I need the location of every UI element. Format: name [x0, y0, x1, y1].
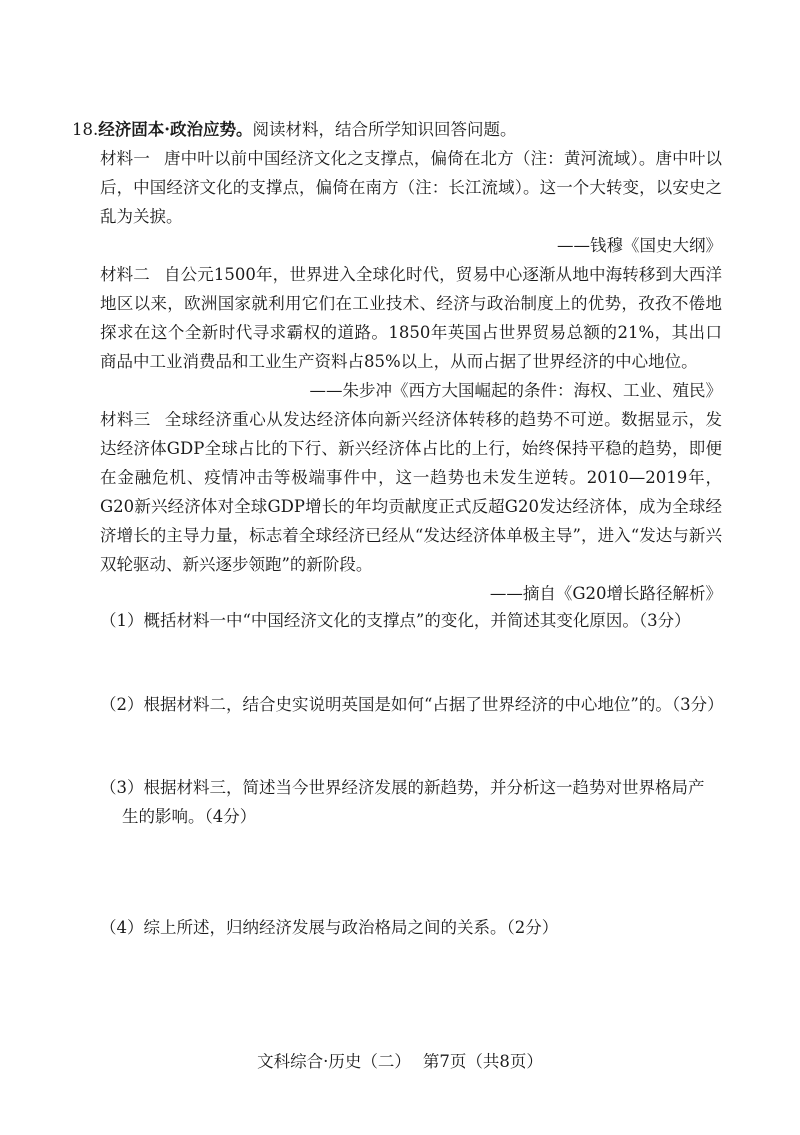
material-text: 全球经济重心从发达经济体向新兴经济体转移的趋势不可逆。数据显示，发达经济体GDP全球占比的下行、新兴经济体占比的上行，始终保持平稳的趋势，即便在金融危机、疫情冲击等极端事件中，这一趋势也未发生逆转。2010—2019年，G20新兴经济体对全球GDP增长的年均贡献度正式反超G20发达经济体，成为全球经济增长的主导力量，标志着全球经济已经从“发达经济体单极主导”，进入“发达与新兴双轮驱动、新兴逐步领跑”的新阶段。 — [100, 409, 723, 574]
material-3 — [100, 405, 722, 579]
material-label: 材料三 — [100, 409, 151, 429]
material-source: ——摘自《G20增长路径解析》 — [489, 583, 722, 603]
footer-subject: 文科综合·历史（二） — [257, 1052, 411, 1071]
material-text: 自公元1500年，世界进入全球化时代，贸易中心逐渐从地中海转移到大西洋地区以来，欧洲国家就利用它们在工业技术、经济与政治制度上的优势，孜孜不倦地探求在这个全新时代寻求霸权的道路。1850年英国占世界贸易总额的21%，其出口商品中工业消费品和工业生产资料占85%以上，从而占据了世界经济的中心地位。 — [100, 264, 723, 371]
page-footer — [0, 1048, 800, 1072]
footer-page-number: 第7页（共8页） — [422, 1052, 543, 1071]
subquestion-4 — [100, 913, 730, 942]
material-1 — [100, 144, 722, 231]
subquestion-3 — [100, 773, 730, 831]
question-number: 18. — [72, 119, 99, 139]
subquestion-text: （4）综上所述，归纳经济发展与政治格局之间的关系。（2分） — [100, 918, 559, 937]
material-source: ——钱穆《国史大纲》 — [557, 235, 722, 255]
material-label: 材料二 — [100, 264, 150, 284]
question-header — [72, 115, 722, 144]
subquestion-text: （3）根据材料三，简述当今世界经济发展的新趋势，并分析这一趋势对世界格局产 — [100, 778, 705, 797]
question-instruction: 阅读材料，结合所学知识回答问题。 — [252, 119, 517, 139]
material-text: 唐中叶以前中国经济文化之支撑点，偏倚在北方（注：黄河流域）。唐中叶以后，中国经济文化的支撑点，偏倚在南方（注：长江流域）。这一个大转变，以安史之乱为关捩。 — [100, 148, 723, 226]
subquestion-text-continued: 生的影响。（4分） — [122, 807, 257, 826]
subquestion-text: （2）根据材料二，结合史实说明英国是如何“占据了世界经济的中心地位”的。（3分） — [100, 695, 724, 714]
material-2 — [100, 260, 722, 376]
material-source: ——朱步冲《西方大国崛起的条件：海权、工业、殖民》 — [309, 380, 722, 400]
subquestion-1 — [100, 606, 730, 635]
question-title: 经济固本·政治应势。 — [98, 119, 253, 139]
question-block — [72, 98, 723, 608]
subquestion-2 — [100, 690, 730, 719]
subquestion-text: （1）概括材料一中“中国经济文化的支撑点”的变化，并简述其变化原因。（3分） — [100, 611, 691, 630]
material-label: 材料一 — [100, 148, 150, 168]
